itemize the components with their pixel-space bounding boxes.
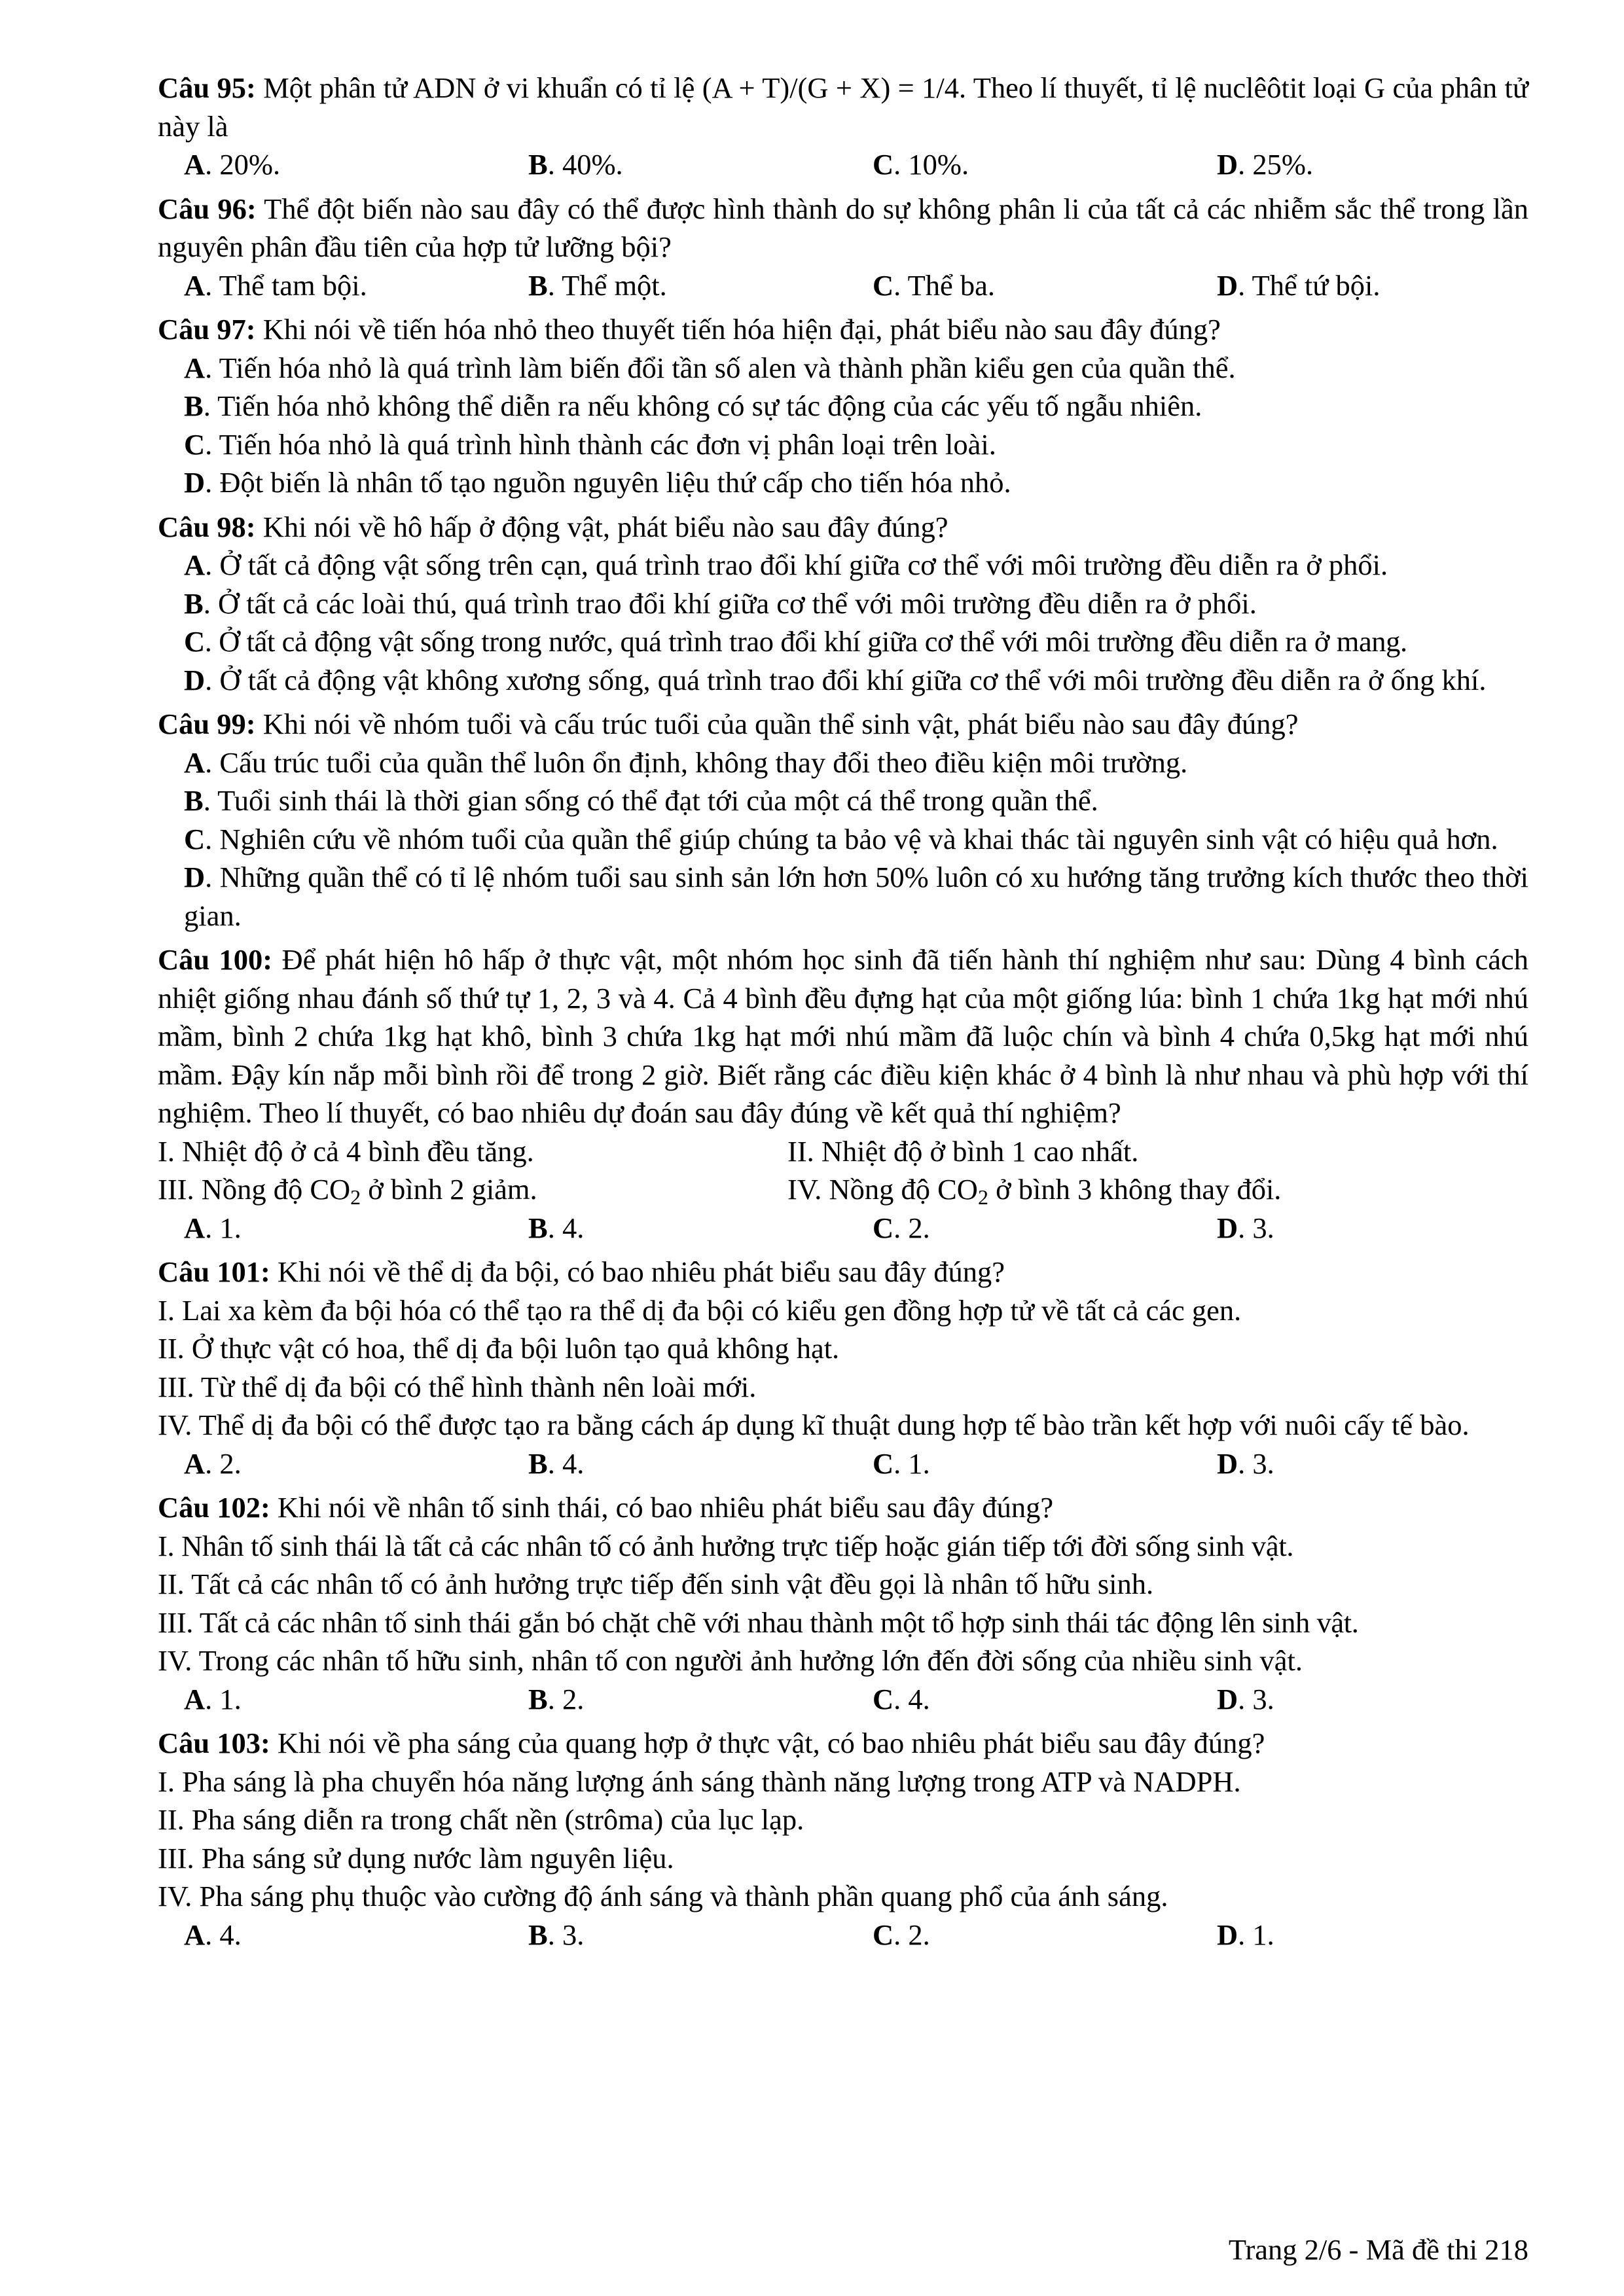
question-text: Để phát hiện hô hấp ở thực vật, một nhóm học sinh đã tiến hành thí nghiệm như sau: Dùng 4 bình cách nhiệt giống nhau đánh số thứ tự 1, 2, 3 và 4. Cả 4 bình đều đựng hạt của một giống lúa: bình 1 chứa 1kg hạt mới nhú mầm, bình 2 chứa 1kg hạt khô, bình 3 chứa 1kg hạt mới nhú mầm đã luộc chín và bình 4 chứa 0,5kg hạt mới nhú mầm. Đậy kín nắp mỗi bình rồi để trong 2 giờ. Biết rằng các điều kiện khác ở 4 bình là như nhau và phù hợp với thí nghiệm. Theo lí thuyết, có bao nhiêu dự đoán sau đây đúng về kết quả thí nghiệm?	[158, 943, 1528, 1129]
option-a[interactable]: A. Tiến hóa nhỏ là quá trình làm biến đổi tần số alen và thành phần kiểu gen của quần thể.	[184, 351, 1236, 384]
option-c[interactable]: C. Tiến hóa nhỏ là quá trình hình thành các đơn vị phân loại trên loài.	[184, 427, 996, 461]
question-stem	[158, 1724, 1528, 1763]
question-stem	[158, 1253, 1528, 1291]
question-label: Câu 98:	[158, 510, 256, 543]
question-100	[158, 941, 1528, 1247]
option-a[interactable]: A. Cấu trúc tuổi của quần thể luôn ổn định, không thay đổi theo điều kiện môi trường.	[184, 745, 1188, 779]
question-97	[158, 310, 1528, 502]
statements-row-1	[158, 1132, 1528, 1171]
question-label: Câu 99:	[158, 708, 256, 740]
option-d[interactable]: D. 3.	[1217, 1446, 1274, 1480]
statement-i: I. Nhiệt độ ở cả 4 bình đều tăng.	[158, 1134, 534, 1168]
statement-iv: IV. Thể dị đa bội có thể được tạo ra bằng cách áp dụng kĩ thuật dung hợp tế bào trần kết hợp với nuôi cấy tế bào.	[158, 1408, 1470, 1441]
question-stem	[158, 705, 1528, 744]
option-c[interactable]: C. Thể ba.	[873, 268, 996, 302]
option-a[interactable]: A. 1.	[184, 1682, 242, 1715]
question-98	[158, 508, 1528, 700]
options-row	[158, 145, 1528, 184]
statement-iv: IV. Trong các nhân tố hữu sinh, nhân tố con người ảnh hưởng lớn đến đời sống của nhiều sinh vật.	[158, 1644, 1303, 1677]
options-row	[158, 1209, 1528, 1247]
option-b[interactable]: B. Tiến hóa nhỏ không thể diễn ra nếu không có sự tác động của các yếu tố ngẫu nhiên.	[184, 389, 1202, 422]
option-b[interactable]: B. Ở tất cả các loài thú, quá trình trao đổi khí giữa cơ thể với môi trường đều diễn ra ở phổi.	[184, 586, 1257, 620]
option-a[interactable]: A. 1.	[184, 1211, 242, 1244]
question-label: Câu 102:	[158, 1491, 270, 1524]
option-d[interactable]: D. Thể tứ bội.	[1217, 268, 1380, 302]
question-text: Khi nói về nhân tố sinh thái, có bao nhiêu phát biểu sau đây đúng?	[270, 1491, 1054, 1524]
question-95	[158, 69, 1528, 184]
question-text: Khi nói về tiến hóa nhỏ theo thuyết tiến hóa hiện đại, phát biểu nào sau đây đúng?	[255, 313, 1221, 346]
question-label: Câu 97:	[158, 313, 256, 346]
option-c[interactable]: C. Ở tất cả động vật sống trong nước, quá trình trao đổi khí giữa cơ thể với môi trường đều diễn ra ở mang.	[184, 625, 1407, 658]
exam-page	[158, 69, 1528, 1960]
statement-iv: IV. Nồng độ $CO_2$ ở bình 3 không thay đổi.	[787, 1173, 1282, 1209]
option-d[interactable]: D. Đột biến là nhân tố tạo nguồn nguyên liệu thứ cấp cho tiến hóa nhỏ.	[184, 466, 1011, 499]
question-96	[158, 190, 1528, 305]
question-stem	[158, 508, 1528, 547]
question-text: Khi nói về thể dị đa bội, có bao nhiêu phát biểu sau đây đúng?	[270, 1255, 1005, 1288]
question-text: Khi nói về pha sáng của quang hợp ở thực vật, có bao nhiêu phát biểu sau đây đúng?	[270, 1727, 1265, 1759]
statement-ii: II. Ở thực vật có hoa, thể dị đa bội luôn tạo quả không hạt.	[158, 1332, 840, 1365]
statement-i: I. Lai xa kèm đa bội hóa có thể tạo ra thể dị đa bội có kiểu gen đồng hợp tử về tất cả các gen.	[158, 1293, 1242, 1327]
option-b[interactable]: B. 3.	[528, 1918, 585, 1951]
question-stem	[158, 1488, 1528, 1527]
question-101	[158, 1253, 1528, 1482]
question-label: Câu 103:	[158, 1727, 270, 1759]
statement-ii: II. Pha sáng diễn ra trong chất nền (strôma) của lục lạp.	[158, 1803, 804, 1836]
option-d[interactable]: D. Những quần thể có tỉ lệ nhóm tuổi sau sinh sản lớn hơn 50% luôn có xu hướng tăng trưởng kích thước theo thời gian.	[184, 861, 1528, 932]
question-stem	[158, 69, 1528, 145]
question-stem	[158, 941, 1528, 1132]
statement-iii: III. Từ thể dị đa bội có thể hình thành nên loài mới.	[158, 1370, 757, 1403]
option-d[interactable]: D. 1.	[1217, 1918, 1274, 1951]
option-a[interactable]: A. Ở tất cả động vật sống trên cạn, quá trình trao đổi khí giữa cơ thể với môi trường đều diễn ra ở phổi.	[184, 548, 1388, 581]
option-c[interactable]: C. Nghiên cứu về nhóm tuổi của quần thể giúp chúng ta bảo vệ và khai thác tài nguyên sinh vật có hiệu quả hơn.	[184, 822, 1498, 855]
question-label: Câu 100:	[158, 943, 273, 976]
option-b[interactable]: B. Tuổi sinh thái là thời gian sống có thể đạt tới của một cá thể trong quần thể.	[184, 784, 1098, 817]
question-99	[158, 705, 1528, 935]
statement-iii: III. Tất cả các nhân tố sinh thái gắn bó chặt chẽ với nhau thành một tổ hợp sinh thái tác động lên sinh vật.	[158, 1605, 1359, 1639]
question-102	[158, 1488, 1528, 1718]
options-row	[158, 1444, 1528, 1483]
option-b[interactable]: B. 2.	[528, 1682, 585, 1715]
options-row	[158, 1680, 1528, 1719]
question-label: Câu 95:	[158, 71, 256, 104]
statement-i: I. Pha sáng là pha chuyển hóa năng lượng ánh sáng thành năng lượng trong ATP và NADPH.	[158, 1765, 1241, 1798]
option-c[interactable]: C. 4.	[873, 1682, 930, 1715]
option-d[interactable]: D. 3.	[1217, 1682, 1274, 1715]
question-stem	[158, 310, 1528, 349]
statements-row-2	[158, 1170, 1528, 1209]
statement-ii: II. Nhiệt độ ở bình 1 cao nhất.	[787, 1134, 1139, 1168]
question-103	[158, 1724, 1528, 1954]
option-d[interactable]: D. 25%.	[1217, 148, 1314, 181]
question-label: Câu 101:	[158, 1255, 270, 1288]
option-a[interactable]: A. 2.	[184, 1446, 242, 1480]
statement-iv: IV. Pha sáng phụ thuộc vào cường độ ánh sáng và thành phần quang phổ của ánh sáng.	[158, 1880, 1168, 1912]
question-text: Khi nói về nhóm tuổi và cấu trúc tuổi của quần thể sinh vật, phát biểu nào sau đây đúng?	[255, 708, 1299, 740]
option-c[interactable]: C. 2.	[873, 1918, 930, 1951]
question-label: Câu 96:	[158, 192, 257, 225]
option-b[interactable]: B. Thể một.	[528, 268, 667, 302]
page-footer: Trang 2/6 - Mã đề thi 218	[1228, 2233, 1528, 2266]
option-d[interactable]: D. 3.	[1217, 1211, 1274, 1244]
question-text: Thể đột biến nào sau đây có thể được hình thành do sự không phân li của tất cả các nhiễm sắc thể trong lần nguyên phân đầu tiên của hợp tử lưỡng bội?	[158, 192, 1528, 263]
option-b[interactable]: B. 4.	[528, 1211, 585, 1244]
option-a[interactable]: A. Thể tam bội.	[184, 268, 367, 302]
option-b[interactable]: B. 4.	[528, 1446, 585, 1480]
question-text: Một phân tử ADN ở vi khuẩn có tỉ lệ (A + T)/(G + X) = 1/4. Theo lí thuyết, tỉ lệ nuclêôtit loại G của phân tử này là	[158, 71, 1528, 143]
statement-iii: III. Nồng độ $CO_2$ ở bình 2 giảm.	[158, 1173, 537, 1209]
option-c[interactable]: C. 10%.	[873, 148, 969, 181]
option-c[interactable]: C. 1.	[873, 1446, 930, 1480]
option-b[interactable]: B. 40%.	[528, 148, 623, 181]
options-row	[158, 266, 1528, 305]
option-c[interactable]: C. 2.	[873, 1211, 930, 1244]
options-row	[158, 1916, 1528, 1954]
statement-iii: III. Pha sáng sử dụng nước làm nguyên liệu.	[158, 1841, 674, 1874]
statement-i: I. Nhân tố sinh thái là tất cả các nhân tố có ảnh hưởng trực tiếp hoặc gián tiếp tới đời sống sinh vật.	[158, 1529, 1294, 1562]
question-text: Khi nói về hô hấp ở động vật, phát biểu nào sau đây đúng?	[255, 510, 948, 543]
statement-ii: II. Tất cả các nhân tố có ảnh hưởng trực tiếp đến sinh vật đều gọi là nhân tố hữu sinh.	[158, 1568, 1154, 1600]
option-a[interactable]: A. 20%.	[184, 148, 281, 181]
option-d[interactable]: D. Ở tất cả động vật không xương sống, quá trình trao đổi khí giữa cơ thể với môi trường đều diễn ra ở ống khí.	[184, 663, 1487, 696]
question-stem	[158, 190, 1528, 266]
option-a[interactable]: A. 4.	[184, 1918, 242, 1951]
